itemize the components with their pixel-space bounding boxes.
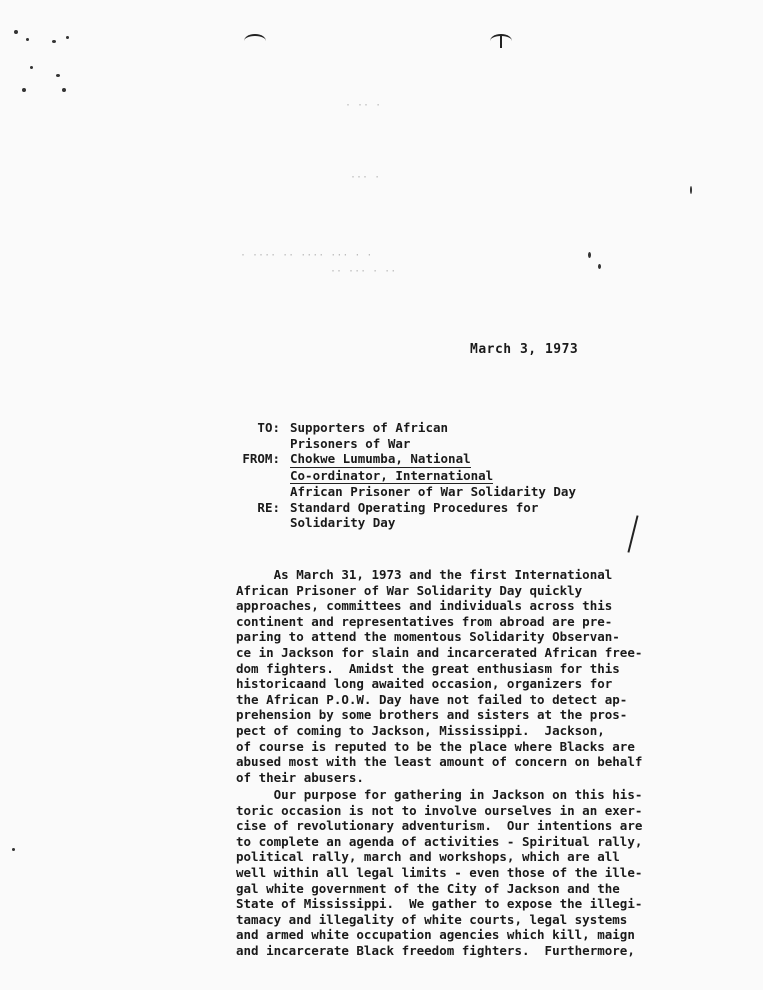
text-line: tamacy and illegality of white courts, legal systems bbox=[236, 911, 628, 927]
scan-speck bbox=[22, 88, 26, 92]
scan-speck bbox=[66, 36, 69, 39]
text-line: and incarcerate Black freedom fighters. Furthermore, bbox=[236, 942, 635, 958]
text-line: of their abusers. bbox=[236, 769, 364, 785]
scan-speck bbox=[690, 186, 692, 194]
punch-hole-right-mark bbox=[490, 34, 512, 48]
text-line: the African P.O.W. Day have not failed to detect ap- bbox=[236, 691, 628, 707]
text-line: As March 31, 1973 and the first International bbox=[236, 567, 613, 582]
text-line: toric occasion is not to involve ourselves in an exer- bbox=[236, 802, 643, 818]
text-line: continent and representatives from abroad are pre- bbox=[236, 613, 613, 629]
re-line: Solidarity Day bbox=[290, 515, 396, 530]
bleed-mark: ··· · bbox=[350, 172, 381, 183]
paragraph-1 bbox=[236, 567, 736, 785]
scan-speck bbox=[56, 74, 60, 77]
text-line: dom fighters. Amidst the great enthusiasm for this bbox=[236, 660, 620, 676]
scan-speck bbox=[588, 252, 591, 258]
to-label: TO: bbox=[257, 420, 280, 435]
bleed-mark: ·· ··· · ·· bbox=[330, 266, 397, 277]
to-line: Supporters of African bbox=[290, 420, 449, 435]
text-line: to complete an agenda of activities - Spiritual rally, bbox=[236, 833, 643, 849]
re-label: RE: bbox=[257, 499, 280, 515]
memo-date: March 3, 1973 bbox=[470, 342, 579, 357]
text-line: cise of revolutionary adventurism. Our intentions are bbox=[236, 818, 643, 834]
to-line: Prisoners of War bbox=[290, 435, 411, 451]
from-line: Chokwe Lumumba, National bbox=[290, 451, 471, 466]
scan-speck bbox=[62, 88, 66, 92]
from-label: FROM: bbox=[242, 451, 280, 466]
scan-speck bbox=[30, 66, 33, 69]
text-line: approaches, committees and individuals across this bbox=[236, 598, 613, 614]
text-line: paring to attend the momentous Solidarity Observan- bbox=[236, 629, 620, 645]
scan-speck bbox=[52, 40, 56, 43]
bleed-mark: · ·· · bbox=[345, 100, 382, 111]
re-value bbox=[280, 500, 538, 531]
memo-header bbox=[210, 420, 576, 531]
scan-speck bbox=[12, 848, 15, 851]
memo-to-row bbox=[210, 420, 576, 451]
punch-hole-left-mark bbox=[244, 34, 266, 48]
text-line: ce in Jackson for slain and incarcerated African free- bbox=[236, 644, 643, 660]
text-line: Our purpose for gathering in Jackson on this his- bbox=[236, 787, 643, 802]
text-line: gal white government of the City of Jackson and the bbox=[236, 880, 620, 896]
memo-from-row bbox=[210, 451, 576, 500]
scan-speck bbox=[598, 264, 601, 269]
text-line: prehension by some brothers and sisters at the pros- bbox=[236, 707, 628, 723]
to-value bbox=[280, 420, 448, 451]
text-line: well within all legal limits - even those of the ille- bbox=[236, 864, 643, 880]
text-line: pect of coming to Jackson, Mississippi. Jackson, bbox=[236, 722, 605, 738]
text-line: of course is reputed to be the place where Blacks are bbox=[236, 738, 635, 754]
text-line: abused most with the least amount of concern on behalf bbox=[236, 754, 643, 770]
text-line: and armed white occupation agencies which kill, maign bbox=[236, 927, 635, 943]
text-line: historicaand long awaited occasion, organizers for bbox=[236, 676, 613, 692]
bleed-mark: · ···· ·· ···· ··· · · bbox=[240, 250, 373, 261]
from-line: African Prisoner of War Solidarity Day bbox=[290, 484, 576, 499]
text-line: State of Mississippi. We gather to expose the illegi- bbox=[236, 896, 643, 912]
from-value bbox=[280, 451, 576, 500]
re-line: Standard Operating Procedures for bbox=[290, 499, 539, 515]
paragraph-2 bbox=[236, 787, 736, 959]
text-line: African Prisoner of War Solidarity Day quickly bbox=[236, 582, 583, 598]
scan-speck bbox=[14, 30, 18, 34]
scan-speck bbox=[26, 38, 29, 41]
from-line: Co-ordinator, International bbox=[290, 467, 494, 483]
pen-mark bbox=[627, 515, 638, 552]
memo-re-row bbox=[210, 500, 576, 531]
text-line: political rally, march and workshops, which are all bbox=[236, 849, 620, 865]
